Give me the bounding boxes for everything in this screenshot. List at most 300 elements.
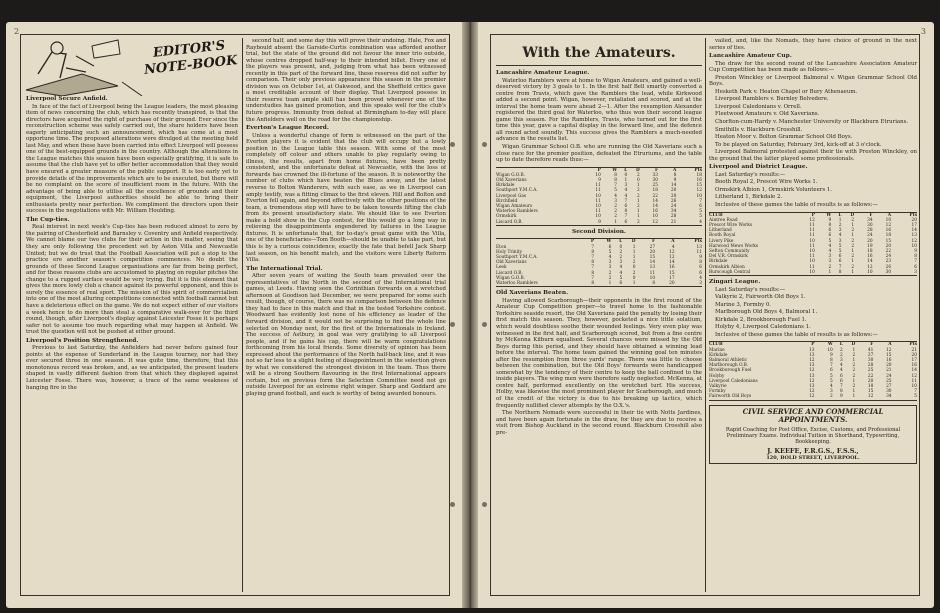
table-cell: 3 <box>838 238 842 244</box>
table-cell: 1 <box>632 244 636 250</box>
table-cell: 3 <box>828 254 832 260</box>
table-cell: 20 <box>867 378 874 384</box>
table-cell: 3 <box>624 183 628 189</box>
paragraph: Last Saturday's results:— <box>715 171 786 178</box>
table-cell: 1 <box>636 209 640 215</box>
table-cell: 3 <box>699 281 702 287</box>
table-cell: 16 <box>669 265 675 271</box>
league-table-first-division <box>496 167 702 226</box>
table-cell: 10 <box>652 214 659 220</box>
table-cell: 20 <box>669 281 675 287</box>
table-cell: Fairworth Old Boys <box>709 394 752 400</box>
table-cell: 2 <box>619 249 623 255</box>
section-heading: Liverpool and District League. <box>709 164 808 171</box>
table-cell: 2 <box>636 188 640 194</box>
table-cell: 13 <box>809 352 815 358</box>
table-cell: 4 <box>619 270 623 276</box>
table-cell: 6 <box>838 259 842 265</box>
book-spine <box>462 22 478 608</box>
table-cell: 5 <box>608 249 612 255</box>
table-cell: Holyby <box>709 373 725 379</box>
table-cell: 9 <box>673 178 677 184</box>
table-cell: 14 <box>669 260 675 266</box>
table-cell: 34 <box>670 209 677 215</box>
table-cell: 4 <box>828 243 832 249</box>
table-row <box>709 270 917 275</box>
table-header-cell: D <box>850 212 855 218</box>
table-cell: 11 <box>809 254 815 260</box>
table-cell: Prescot Wire Works <box>709 222 753 228</box>
table-cell: 8 <box>591 281 595 287</box>
table-cell: 10 <box>809 249 815 254</box>
table-cell: 13 <box>911 233 917 239</box>
page-title: With the Amateurs. <box>496 44 702 66</box>
table-cell: 0 <box>636 178 640 184</box>
table-cell: 6 <box>840 378 843 384</box>
table-cell: 9 <box>829 352 833 358</box>
table-cell: 20 <box>649 249 656 255</box>
table-cell: 8 <box>614 178 618 184</box>
table-cell: 20 <box>911 217 917 223</box>
right-column-1 <box>496 38 702 594</box>
paragraph: Liverpool Balmoral protested against their tie with Preston Winckley, on the ground that the latter played some professionals. <box>709 149 917 162</box>
table-cell: 4 <box>671 244 675 250</box>
section-heading: The Cup-ties. <box>26 216 70 223</box>
table-cell: 1 <box>828 269 832 275</box>
right-column-2 <box>709 38 917 594</box>
table-cell: Formby <box>709 389 726 395</box>
table-cell: 0 <box>632 275 636 281</box>
table-cell: 15 <box>867 389 874 395</box>
table-cell: 7 <box>624 198 628 204</box>
table-cell: Burscough Central <box>709 269 751 275</box>
table-cell: Southport Y.M.C.A. <box>496 188 538 194</box>
table-cell: 8 <box>614 172 618 178</box>
table-cell: 6 <box>699 270 702 276</box>
table-cell: 2 <box>608 275 612 281</box>
table-cell: 2 <box>632 260 636 266</box>
table-cell: 6 <box>828 228 832 234</box>
table-cell: 10 <box>595 172 601 178</box>
table-cell: 1 <box>851 233 855 239</box>
table-cell: 2 <box>636 219 640 225</box>
table-cell: 4 <box>699 219 702 225</box>
section-heading: Old Xaverians Beaten. <box>496 290 569 297</box>
table-cell: 5 <box>838 249 842 254</box>
table-cell: 7 <box>591 244 595 250</box>
paragraph: Liverpool Caledonians v. Orrell. <box>715 103 802 110</box>
table-cell: Liscard O.B. <box>496 270 523 276</box>
section-heading: Liverpool Secure Anfield. <box>26 96 108 102</box>
table-cell: 17 <box>911 222 917 228</box>
table-cell: Liscard O.B. <box>496 219 523 225</box>
paragraph: Holyby 4, Liverpool Caledonians 1. <box>715 324 811 331</box>
table-cell: 2 <box>852 363 856 369</box>
table-cell: 17 <box>911 358 917 363</box>
section-heading: Everton's League Record. <box>246 125 329 132</box>
table-cell: Brookborough Fuel <box>709 368 752 374</box>
table-cell: 2 <box>852 368 856 374</box>
paragraph: vailed, and, like the Nomads, they have choice of ground in the next series of ties. <box>709 38 917 51</box>
table-cell: 3 <box>608 260 612 266</box>
table-cell: 7 <box>914 389 917 395</box>
table-cell: 15 <box>885 238 892 244</box>
table-cell: Sefton Community <box>709 249 750 254</box>
paragraph: Heaton Moor v. Bolton Grammar School Old Boys. <box>715 134 853 141</box>
table-cell: 1 <box>852 347 856 353</box>
table-cell: 3 <box>828 259 832 265</box>
table-cell: 16 <box>867 254 873 260</box>
table-cell: 12 <box>809 389 815 395</box>
table-cell: 1 <box>852 394 856 400</box>
table-cell: 20 <box>886 363 892 369</box>
table-cell: 14 <box>911 228 917 234</box>
league-table-zingari <box>709 341 917 400</box>
table-cell: 10 <box>867 269 873 275</box>
table-cell: 2 <box>829 394 833 400</box>
table-cell: 9 <box>598 178 601 184</box>
table-cell: 11 <box>809 222 815 228</box>
paragraph: Marlborough Old Boys 4, Balmoral 1. <box>715 309 818 316</box>
table-cell: 10 <box>827 347 833 353</box>
table-header-cell: CLUB <box>709 342 723 348</box>
table-cell: 25 <box>867 368 874 374</box>
table-cell: 21 <box>911 347 917 353</box>
table-header-cell: F <box>869 212 873 218</box>
table-cell: 10 <box>809 269 815 275</box>
paragraph: Wigan Grammar School O.B. who are running the Old Xaverians such a close race for the premier position, defeated the Etruriums, and the table up to date therefore reads thus:— <box>496 144 702 164</box>
table-cell: 2 <box>840 352 843 358</box>
table-cell: 16 <box>911 363 917 369</box>
left-column-2 <box>246 38 446 594</box>
paragraph: Ormskirk Albion 1, Ormskirk Volunteers 1. <box>715 186 832 193</box>
table-cell: 18 <box>652 188 659 194</box>
paragraph: Kirkdale 2, Brookborough Fuel 1. <box>715 316 807 323</box>
table-cell: 3 <box>838 228 842 234</box>
table-cell: 12 <box>867 394 874 400</box>
table-cell: 11 <box>595 183 601 189</box>
table-cell: 9 <box>828 217 832 223</box>
paragraph: Previous to last Saturday, the Anfielders had never before gained four points at the expense of Sunderland in the League tourney, nor had they ever secured three in one season. It was quite time, therefore, that this monotonous record was broken, and, as we anticipated, the present leaders shaped in vastly different fashion from that which they displayed against Leicester Fosse. There was, however, a trace of the same weakness of hanging fire in the <box>26 345 238 391</box>
table-cell: 14 <box>649 260 656 266</box>
table-cell: 6 <box>699 265 702 271</box>
table-cell: 1 <box>852 378 856 384</box>
table-cell: 10 <box>911 243 917 249</box>
league-table-second-division <box>496 238 702 287</box>
table-cell: 6 <box>608 244 612 250</box>
table-header-cell: Pts <box>909 342 917 348</box>
table-cell: Waterloo Ramblers <box>496 209 538 215</box>
table-cell: 10 <box>696 193 702 199</box>
table-cell: Liverpool Caledonians <box>709 378 758 384</box>
table-cell: 4 <box>624 188 628 194</box>
table-cell: 12 <box>696 188 702 194</box>
table-cell: 8 <box>838 269 842 275</box>
paragraph: Waterloo Ramblers were at home to Wigan Amateurs, and gained a well-deserved victory by 3 goals to 1. In the first half Bell smartly converted a centre from Travis, which gave the Ramblers the lead, while Kirkwood added a second point. Wigan, however, retaliated and scored, and at the interval the home team were ahead 2—1. After the resumption Alexander registered the third goal for Waterloo, who thus won their second league game this season. For the Ramblers, Travis, who turned out for the first time this year, gave a capital display in the forward line, and the defence all round acted soundly. This success gives the Ramblers a much-needed advance in the results list. <box>496 77 702 143</box>
table-cell: 8 <box>829 358 833 363</box>
table-cell: Booth Royal <box>709 233 736 239</box>
table-cell: 12 <box>809 217 815 223</box>
editors-notebook-logo <box>22 36 244 96</box>
column-rule <box>705 38 706 592</box>
table-cell: 2 <box>636 204 640 210</box>
table-cell: 0 <box>624 172 628 178</box>
table-cell: 0 <box>632 265 636 271</box>
table-cell: 4 <box>699 275 702 281</box>
table-cell: 4 <box>840 368 843 374</box>
binding-hole <box>482 502 487 507</box>
table-cell: 4 <box>614 193 618 199</box>
paragraph: second half, and some day this will prove their undoing. Hale, Fox and Raybould absent the Garside-Curtis combination was afforded another trial, but the state of the ground did not favour the inner trio outside, whose centres dropped half-way to their intended billet. Every one of the players was present, and, judging from what has been witnessed recently in this part of the forward line, these reserves did not suffer by comparison. Their only previous appearance this season in the premier division was on October 1st, at Oakwood, and the Sheffield critics gave a most creditable account of their display. That Liverpool possess in their reserve team ample skill has been proved whenever one of the understudies has gained promotion, and this speaks well for the club's future progress. Immunity from defeat at Birmingham to-day will place the Anfielders well on the road for the championship. <box>246 38 446 123</box>
table-cell: 4 <box>828 249 832 254</box>
table-cell: 12 <box>911 373 917 379</box>
table-cell: 9 <box>840 394 843 400</box>
table-cell: 5 <box>699 209 702 215</box>
table-cell: 24 <box>867 233 873 239</box>
left-page <box>6 22 462 608</box>
table-cell: 13 <box>809 347 815 353</box>
section-heading: Liverpool's Position Strengthened. <box>26 337 139 344</box>
table-cell: 14 <box>911 368 917 374</box>
table-cell: 15 <box>696 183 702 189</box>
table-cell: 5 <box>619 275 623 281</box>
league-table-district <box>709 212 917 276</box>
table-cell: 12 <box>809 368 815 374</box>
table-cell: 2 <box>614 209 618 215</box>
section-heading: Lancashire Amateur League. <box>496 70 590 76</box>
table-header-cell: W <box>827 342 833 348</box>
table-cell: 18 <box>885 233 892 239</box>
table-cell: 12 <box>652 219 659 225</box>
table-cell: 7 <box>624 214 628 220</box>
table-cell: 2 <box>851 254 855 260</box>
table-cell: Waterloo Ramblers <box>496 281 538 287</box>
table-cell: Ormskirk <box>496 214 517 220</box>
table-cell: 20 <box>885 243 892 249</box>
table-cell: 13 <box>696 244 702 250</box>
paragraph: Fleetwood Amateurs v. Old Xaverians. <box>715 111 820 118</box>
table-cell: 19 <box>867 243 873 249</box>
table-header-cell: W <box>612 167 618 173</box>
table-cell: 8 <box>624 209 628 215</box>
table-cell: 2 <box>852 373 856 379</box>
table-cell: 8 <box>591 270 595 276</box>
table-cell: Aintree Road <box>709 217 738 223</box>
table-cell: 1 <box>636 214 640 220</box>
table-cell: 3 <box>829 389 833 395</box>
table-header-cell: F <box>652 239 656 245</box>
table-cell: 30 <box>885 269 892 275</box>
logo-text: EDITOR'S NOTE-BOOK <box>143 38 239 78</box>
table-header-cell: P <box>811 342 815 348</box>
left-column-1 <box>26 94 238 592</box>
table-cell: 5 <box>838 243 842 249</box>
paragraph: Unless a wonderful change of form is witnessed on the part of the Everton players it is evident that the club will occupy but a lowly position in the League table this season. With some of the most completely off colour and others unable to play regularly owing to illness, the results, apart from home fixtures, have been pretty consistent, and the unfortunate defeat at Newcastle, with the loss of forwards has crowned the ill-fortune of the season. It is noteworthy the number of clubs which have beaten the Blues away, and the latest reverse to Bolton Wanderers, with such ease, as we in Liverpool can amply testify, was a fitting climax to the first eleven. Hill and Bolton and Everton fell again, and beyond effectively with the other positions of the team, a tremendous step will have to be taken towards lifting the club from its present unsatisfactory state. We should like to see Everton make a bold show in the Cup contest, for this would go a long way in relieving the disappointments engendered by failures in the League fixtures. It is unfortunate that, for to-day's great game with the Villa, one of the beneficiaries—Tom Booth—should be unable to take part, but this is by a curious coincidence, exactly the fate that befell Jack Sharp last season, on his benefit match, and the visitors were Liberty Reform Villa. <box>246 132 446 264</box>
paragraph: Liverpool Ramblers v. Burnley Belvedere. <box>715 96 829 103</box>
table-cell: Birchfield <box>496 198 518 204</box>
table-cell: 13 <box>809 373 815 379</box>
table-cell: 12 <box>669 249 675 255</box>
table-header-cell: A <box>671 239 675 245</box>
table-header-cell: D <box>631 239 636 245</box>
binding-hole <box>450 502 455 507</box>
table-cell: 7 <box>591 275 595 281</box>
table-cell: 11 <box>595 198 601 204</box>
table-cell: 3 <box>614 198 618 204</box>
paragraph: Chorlton-cum-Hardy v. Manchester University or Blackburn Etrurians. <box>715 119 909 126</box>
table-cell: 6 <box>914 264 917 270</box>
table-header-cell: P <box>590 239 595 245</box>
section-heading: Zingari League. <box>709 279 761 286</box>
table-cell: 12 <box>867 264 873 270</box>
binding-hole <box>482 322 487 327</box>
table-cell: 3 <box>840 358 843 363</box>
table-cell: 34 <box>886 394 892 400</box>
table-cell: 30 <box>886 389 892 395</box>
table-cell: 26 <box>670 198 677 204</box>
table-cell: 4 <box>624 193 628 199</box>
table-cell: 22 <box>652 193 659 199</box>
table-header-cell: Pts <box>909 212 917 218</box>
table-cell: 37 <box>867 352 874 358</box>
table-cell: 23 <box>885 259 892 265</box>
table-cell: Valkyrie <box>709 384 727 390</box>
table-cell: 1 <box>851 269 855 275</box>
table-cell: 1 <box>614 219 618 225</box>
paragraph: The Northern Nomads were successful in their tie with Notts Jardines, and have been again fortunate in the draw, for they are due to receive a visit from Bishop Auckland in the second round. Blackburn Crosshill also pre- <box>496 410 702 436</box>
table-cell: 11 <box>809 233 815 239</box>
table-cell: 20 <box>867 238 873 244</box>
table-cell: Birkdale <box>496 183 515 189</box>
table-header-cell: F <box>654 167 659 173</box>
table-cell: 6 <box>699 204 702 210</box>
table-cell: 1 <box>852 358 856 363</box>
table-header-cell: F <box>870 342 874 348</box>
table-cell: 22 <box>867 373 874 379</box>
table-cell: 14 <box>670 183 677 189</box>
table-cell: 16 <box>696 178 702 184</box>
table-cell: 8 <box>652 281 656 287</box>
table-cell: 7 <box>914 259 917 265</box>
table-cell: 21 <box>886 368 892 374</box>
paragraph: Having allowed Scarborough—their opponents in the first round of the Amateur Cup Competition proper—to travel home to the fashionable Yorkshire seaside resort, the Old Xaverians paid the penalty by losing their first match this season. They, however, pocketed a nice little solatium, which would doubtless soothe their wounded feelings. Very even play was witnessed in the first half, and Scarborough scored, but from a fine centre by McKenna Kilburn equalised. Several chances were missed by the Old Boys during this period, and they should have obtained a winning lead before the interval. The home team gained the winning goal ten minutes after the resumption from three yards' range. There was little to choose between the combination, but the Old Boys' forwards were handicapped somewhat by the tendency of their centre to keep the ball confined to the inside players. The wing men were therefore sadly neglected. McKenna, at centre half, performed excellently on the wretched turf. His success, Holby, was likewise the most prominent player for Scarborough, and much of the credit of the victory is due to his breaking up tactics, which frequently nullified clever attempts by the O.X.'s. <box>496 297 702 409</box>
table-cell: 5 <box>829 373 833 379</box>
table-cell: 2 <box>636 193 640 199</box>
table-cell: 18 <box>867 249 873 254</box>
table-header-cell: P <box>811 212 815 218</box>
table-cell: 6 <box>840 373 843 379</box>
table-cell: 8 <box>673 172 677 178</box>
table-cell: 25 <box>652 183 659 189</box>
table-cell: Kirkdale <box>709 352 728 358</box>
table-cell: 10 <box>809 259 815 265</box>
table-cell: 1 <box>636 183 640 189</box>
table-cell: 2 <box>851 238 855 244</box>
table-cell: 28 <box>670 214 677 220</box>
table-cell: 41 <box>867 347 874 353</box>
table-cell: 12 <box>911 238 917 244</box>
table-cell: 10 <box>911 384 917 390</box>
table-subtitle: Second Division. <box>572 228 626 235</box>
table-cell: 6 <box>828 233 832 239</box>
table-cell: 8 <box>591 260 595 266</box>
table-cell: 12 <box>885 222 892 228</box>
table-cell: 12 <box>809 378 815 384</box>
table-cell: 1 <box>852 389 856 395</box>
table-cell: 2 <box>828 264 832 270</box>
table-cell: Holy Trinity <box>496 249 523 255</box>
table-cell: 30 <box>652 178 659 184</box>
table-header-cell: P <box>597 167 601 173</box>
paragraph: The draw for the second round of the Lancashire Association Amateur Cup Competition has been made as follows:— <box>709 60 917 74</box>
table-cell: 6 <box>829 368 833 374</box>
advertisement <box>709 405 917 465</box>
table-header-cell: A <box>887 212 892 218</box>
table-cell: 10 <box>885 217 892 223</box>
table-cell: 7 <box>829 363 833 369</box>
table-cell: 8 <box>699 260 702 266</box>
table-cell: Harwood Mews Works <box>709 243 759 249</box>
table-cell: Southport Y.M.C.A. <box>496 255 538 261</box>
table-cell: 2 <box>851 217 855 223</box>
table-cell: 20 <box>670 193 677 199</box>
table-cell: 21 <box>670 219 677 225</box>
table-cell: 16 <box>886 358 892 363</box>
table-cell: 7 <box>591 265 595 271</box>
table-cell: 5 <box>699 214 702 220</box>
table-cell: 1 <box>838 217 842 223</box>
table-cell: 2 <box>851 243 855 249</box>
table-cell: 33 <box>652 172 659 178</box>
paragraph: Smithills v. Blackburn Crosshill. <box>715 126 803 133</box>
table-cell: 5 <box>829 378 833 384</box>
paragraph: Preston Winckley or Liverpool Balmoral v. Wigan Grammar School Old Boys. <box>709 74 917 88</box>
table-cell: 12 <box>809 358 815 363</box>
table-cell: 1 <box>636 198 640 204</box>
table-cell: 11 <box>595 209 601 215</box>
table-cell: 20 <box>670 188 677 194</box>
table-cell: 2 <box>851 264 855 270</box>
ad-body: Rapid Coaching for Post Office, Excise, Customs, and Professional Preliminary Exams. Individual Tuition in Shorthand, Typewriting, Bookkeeping. <box>725 426 901 446</box>
table-cell: Birkdale <box>709 259 728 265</box>
table-cell: Old Xaverians <box>496 178 527 184</box>
table-cell: 30 <box>867 358 874 363</box>
table-row <box>709 394 917 399</box>
paragraph: Booth Royal 2, Prescot Wire Works 1. <box>715 179 818 186</box>
table-cell: 13 <box>809 363 815 369</box>
table-cell: 28 <box>867 228 873 234</box>
table-cell: 9 <box>598 219 601 225</box>
table-cell: Eton <box>496 244 507 250</box>
table-cell: 24 <box>886 373 892 379</box>
table-cell: Litherland <box>709 228 732 234</box>
binding-hole <box>450 322 455 327</box>
table-cell: 0 <box>619 244 623 250</box>
cup-draw-list <box>709 61 917 163</box>
table-cell: 1 <box>851 222 855 228</box>
table-cell: 4 <box>840 363 843 369</box>
table-cell: 1 <box>632 249 636 255</box>
table-cell: 12 <box>669 255 675 261</box>
table-header-cell: W <box>826 212 832 218</box>
table-cell: 2 <box>852 384 856 390</box>
table-cell: 5 <box>614 188 618 194</box>
table-cell: Wigan Amateurs <box>496 204 533 210</box>
paragraph: In face of the fact of Liverpool being the League leaders, the most pleasing item of news concerning the club, which has recently transpired, is that the directors have acquired the right of purchase of their ground. Ever since the reconstruction scheme was safely carried out, the share holders have been eagerly anticipating such an announcement, which has come at a most opportune time. The proposed alterations were divulged at the meeting held last May, and when these have been carried into effect Liverpool will possess one of the best-equipped grounds in the country. Although the alterations in the League matches this season have been especially gratifying, it is safe to assume that the club have yet to offer better accommodation that they would have ensured a greater measure of the public support. It is too early yet to provide details of the improvements which are to be executed, but there will be no complaint on the score of insufficient room in the future. With the advantage of being able to utilise all the excellence of grounds and their equipment, the Liverpool authorities should be able to bring their enthusiasts pretty near perfection. We compliment the directors upon their success in the negotiations with Mr. William Houlding. <box>26 103 238 215</box>
table-cell: 2 <box>614 204 618 210</box>
table-cell: 24 <box>670 204 677 210</box>
table-cell: 27 <box>649 244 656 250</box>
